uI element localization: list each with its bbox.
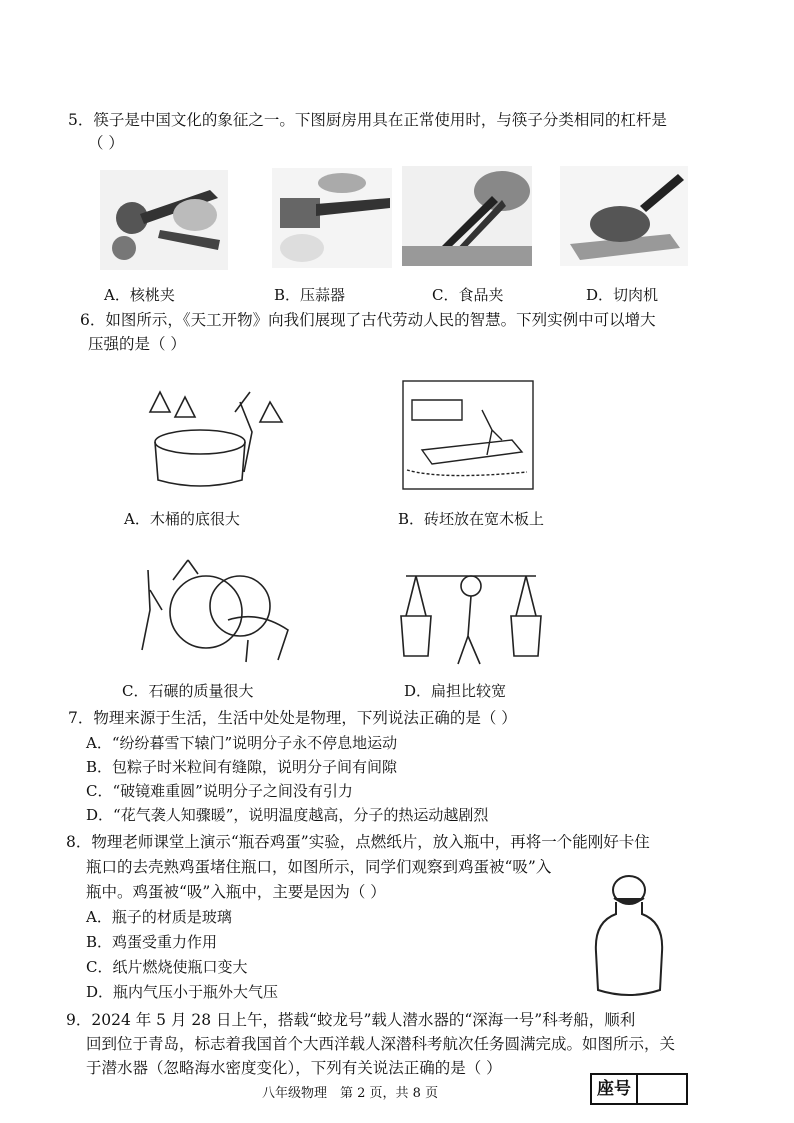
q7-option-d: D．“花气袭人知骤暖”，说明温度越高，分子的热运动越剧烈 — [86, 806, 489, 824]
q9-stem-line2: 回到位于青岛，标志着我国首个大西洋载人深潜科考航次任务圆满完成。如图所示，关 — [86, 1035, 676, 1053]
q6-stem-line1: 6．如图所示，《天工开物》向我们展现了古代劳动人民的智慧。下列实例中可以增大 — [80, 311, 656, 329]
stone-roller-image — [128, 550, 298, 668]
q8-option-d: D．瓶内气压小于瓶外大气压 — [86, 983, 279, 1001]
q5-option-a: A．核桃夹 — [104, 286, 175, 304]
q8-option-b: B．鸡蛋受重力作用 — [86, 933, 218, 951]
seat-number-label: 座号 — [592, 1075, 638, 1103]
meat-slicer-image — [560, 166, 688, 266]
q6-option-c: C．石碾的质量很大 — [122, 682, 254, 700]
q9-stem-line1: 9．2024 年 5 月 28 日上午，搭载“蛟龙号”载人潜水器的“深海一号”科考船，顺利 — [66, 1011, 636, 1029]
q5-option-b: B．压蒜器 — [274, 286, 346, 304]
q8-option-a: A．瓶子的材质是玻璃 — [86, 908, 232, 926]
q7-option-c: C．“破镜难重圆”说明分子之间没有引力 — [86, 782, 353, 800]
q6-option-a: A．木桶的底很大 — [124, 510, 240, 528]
q5-stem-line2: （ ） — [88, 134, 124, 152]
q6-stem-line2: 压强的是（ ） — [88, 335, 186, 353]
seat-number-box — [590, 1073, 688, 1105]
q7-stem: 7．物理来源于生活，生活中处处是物理，下列说法正确的是（ ） — [68, 709, 517, 727]
q5-option-d: D．切肉机 — [586, 286, 659, 304]
bottle-egg-image — [592, 872, 666, 1002]
q8-stem-line3: 瓶中。鸡蛋被“吸”入瓶中，主要是因为（ ） — [86, 883, 386, 901]
q7-option-a: A．“纷纷暮雪下辕门”说明分子永不停息地运动 — [86, 734, 398, 752]
q7-option-b: B．包粽子时米粒间有缝隙，说明分子间有间隙 — [86, 758, 398, 776]
walnut-cracker-image — [100, 170, 228, 270]
food-tongs-image — [402, 166, 532, 266]
wooden-tub-image — [140, 372, 290, 492]
garlic-press-image — [272, 168, 392, 268]
q5-option-c: C．食品夹 — [432, 286, 504, 304]
q9-stem-line3: 于潜水器（忽略海水密度变化），下列有关说法正确的是（ ） — [86, 1059, 502, 1077]
q6-option-d: D．扁担比较宽 — [404, 682, 507, 700]
q8-stem-line1: 8．物理老师课堂上演示“瓶吞鸡蛋”实验，点燃纸片，放入瓶中，再将一个能刚好卡住 — [66, 833, 650, 851]
q5-stem-line1: 5．筷子是中国文化的象征之一。下图厨房用具在正常使用时，与筷子分类相同的杠杆是 — [68, 111, 667, 129]
brick-board-image — [402, 380, 534, 490]
page-footer: 八年级物理 第 2 页，共 8 页 — [262, 1086, 439, 1101]
q8-stem-line2: 瓶口的去壳熟鸡蛋堵住瓶口，如图所示，同学们观察到鸡蛋被“吸”入 — [86, 858, 552, 876]
q6-option-b: B．砖坯放在宽木板上 — [398, 510, 545, 528]
shoulder-pole-image — [396, 556, 546, 668]
q8-option-c: C．纸片燃烧使瓶口变大 — [86, 958, 248, 976]
